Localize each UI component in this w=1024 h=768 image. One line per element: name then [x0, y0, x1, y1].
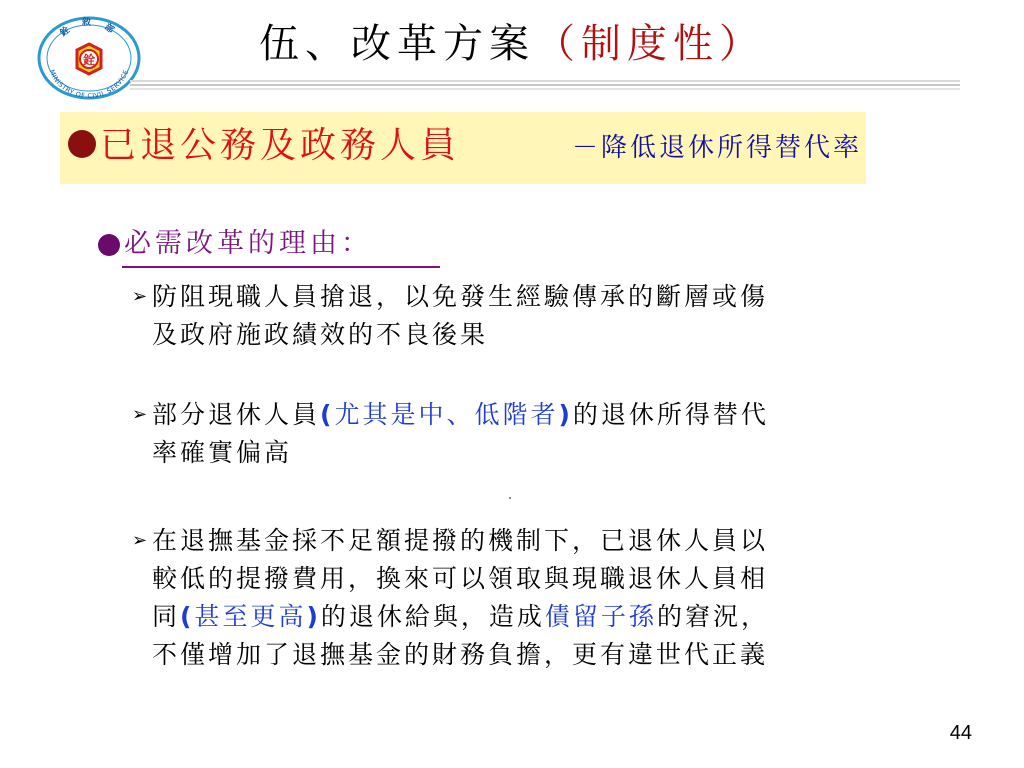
reason-3-line-2: 較低的提撥費用，換來可以領取與現職退休人員相	[152, 564, 769, 593]
reason-item-3	[132, 522, 912, 674]
title-paren-close: ）	[719, 21, 765, 67]
headline-subtitle: －降低退休所得替代率	[572, 133, 863, 163]
arrow-bullet-icon: ➢	[132, 404, 151, 425]
title-paren-text: 制度性	[581, 21, 719, 67]
reason-2-highlight: 尤其是中、低階者	[334, 400, 559, 429]
reason-2-line-1: 部分退休人員(尤其是中、低階者)的退休所得替代	[152, 400, 769, 429]
reason-1-line-1: 防阻現職人員搶退，以免發生經驗傳承的斷層或傷	[152, 282, 769, 311]
reason-3-highlight-1: 甚至更高	[194, 602, 307, 631]
arrow-bullet-icon: ➢	[132, 286, 151, 307]
headline-main: 已退公務及政務人員	[100, 125, 461, 166]
reason-3-line-3: 同(甚至更高)的退休給與，造成債留子孫的窘況，	[152, 602, 769, 631]
seal-bottom-text: MINISTRY OF CIVIL SERVICE	[47, 68, 131, 101]
headline-bullet-icon	[68, 130, 96, 158]
title-paren-open: （	[535, 21, 581, 67]
page-number: 44	[949, 722, 972, 744]
arrow-bullet-icon: ➢	[132, 530, 151, 551]
reason-3-line-1: 在退撫基金採不足額提撥的機制下，已退休人員以	[152, 526, 769, 555]
reason-3-line-4: 不僅增加了退撫基金的財務負擔，更有違世代正義	[152, 640, 769, 669]
reason-1-line-2: 及政府施政績效的不良後果	[152, 320, 489, 349]
seal-center-text: 銓	[82, 53, 96, 67]
reason-item-1	[132, 278, 912, 354]
title-divider	[130, 80, 960, 96]
reason-2-line-2: 率確實偏高	[152, 438, 293, 467]
section-label: 必需改革的理由：	[124, 228, 372, 259]
slide-title	[0, 16, 1024, 72]
title-main: 伍、改革方案	[259, 21, 535, 67]
section-underline	[122, 266, 440, 268]
reason-3-highlight-2: 債留子孫	[544, 602, 657, 631]
reason-item-2	[132, 396, 912, 472]
headline-box	[60, 112, 866, 184]
section-bullet-icon	[98, 234, 120, 256]
seal-top-text: 銓 敘 部	[58, 18, 120, 39]
stray-dot	[509, 497, 511, 499]
